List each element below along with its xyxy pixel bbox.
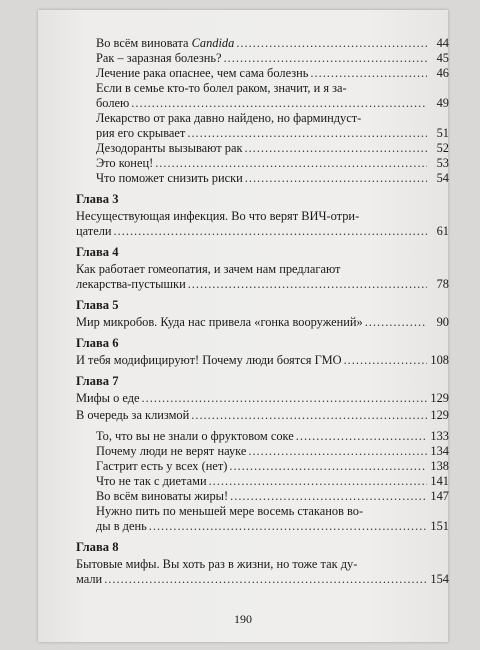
page-ref: 44	[436, 36, 449, 50]
chapter-heading: Глава 8	[76, 540, 119, 554]
page-ref: 108	[430, 353, 449, 367]
entry-text-line2: мали	[76, 572, 103, 586]
entry-text: Во всём виновата	[96, 36, 192, 50]
toc-entry	[76, 353, 449, 368]
entry-text: И тебя модифицируют! Почему люди боятся ГМО	[76, 353, 342, 367]
page-ref: 53	[436, 156, 449, 170]
toc-entry	[76, 171, 449, 186]
dot-leader	[365, 315, 427, 330]
dot-leader	[131, 96, 427, 111]
page-ref: 90	[436, 315, 449, 329]
entry-text: Что не так с диетами	[96, 474, 207, 488]
toc-subentry	[76, 504, 449, 534]
toc-subentry	[76, 444, 449, 459]
dot-leader	[114, 224, 427, 239]
entry-text: То, что вы не знали о фруктовом соке	[96, 429, 294, 443]
entry-text: Гастрит есть у всех (нет)	[96, 459, 228, 473]
dot-leader	[188, 277, 427, 292]
page-ref: 154	[430, 572, 449, 586]
toc-entry	[76, 557, 449, 587]
entry-text: В очередь за клизмой	[76, 408, 190, 422]
entry-text-line2: цатели	[76, 224, 112, 238]
book-page	[38, 10, 448, 642]
page-number: 190	[234, 612, 252, 626]
toc-entry	[76, 36, 449, 51]
entry-text-line2: рия его скрывает	[96, 126, 186, 140]
dot-leader	[236, 36, 427, 51]
page-ref: 138	[430, 459, 449, 473]
dot-leader	[142, 391, 427, 406]
dot-leader	[229, 459, 427, 474]
chapter-heading: Глава 4	[76, 245, 119, 259]
dot-leader	[245, 171, 427, 186]
chapter-heading: Глава 3	[76, 192, 119, 206]
dot-leader	[191, 408, 427, 423]
entry-text: Почему люди не верят науке	[96, 444, 247, 458]
page-ref: 129	[430, 391, 449, 405]
entry-text-line2: ды в день	[96, 519, 147, 533]
entry-text: Это конец!	[96, 156, 154, 170]
page-ref: 45	[436, 51, 449, 65]
page-ref: 49	[436, 96, 449, 110]
table-of-contents	[76, 36, 449, 587]
page-ref: 54	[436, 171, 449, 185]
toc-subentry	[76, 429, 449, 444]
page-ref: 61	[436, 224, 449, 238]
dot-leader	[344, 353, 427, 368]
toc-entry	[76, 156, 449, 171]
entry-text: Лечение рака опаснее, чем сама болезнь	[96, 66, 309, 80]
toc-entry	[76, 408, 449, 423]
dot-leader	[155, 156, 427, 171]
entry-text-italic: Candida	[191, 36, 235, 50]
toc-entry	[76, 315, 449, 330]
dot-leader	[149, 519, 427, 534]
toc-entry	[76, 81, 449, 111]
dot-leader	[244, 141, 427, 156]
toc-subentry	[76, 474, 449, 489]
entry-text-line1: Лекарство от рака давно найдено, но фарминдуст-	[96, 111, 362, 125]
entry-text: Дезодоранты вызывают рак	[96, 141, 243, 155]
page-ref: 141	[430, 474, 449, 488]
page-ref: 52	[436, 141, 449, 155]
page-ref: 147	[430, 489, 449, 503]
chapter-heading: Глава 5	[76, 298, 119, 312]
page-ref: 78	[436, 277, 449, 291]
dot-leader	[296, 429, 427, 444]
chapter-heading: Глава 6	[76, 336, 119, 350]
toc-entry	[76, 111, 449, 141]
entry-text: Что поможет снизить риски	[96, 171, 243, 185]
toc-entry	[76, 141, 449, 156]
dot-leader	[248, 444, 427, 459]
entry-text-line2: болею	[96, 96, 130, 110]
page-ref: 129	[430, 408, 449, 422]
entry-text: Рак – заразная болезнь?	[96, 51, 222, 65]
dot-leader	[187, 126, 427, 141]
dot-leader	[104, 572, 427, 587]
entry-text-line1: Бытовые мифы. Вы хоть раз в жизни, но тоже так ду-	[76, 557, 358, 571]
dot-leader	[310, 66, 427, 81]
dot-leader	[209, 474, 427, 489]
page-ref: 51	[436, 126, 449, 140]
page-ref: 133	[430, 429, 449, 443]
toc-entry	[76, 391, 449, 406]
page-ref: 151	[430, 519, 449, 533]
page-ref: 46	[436, 66, 449, 80]
toc-entry	[76, 209, 449, 239]
entry-text-line1: Несуществующая инфекция. Во что верят ВИЧ-отри-	[76, 209, 360, 223]
dot-leader	[230, 489, 427, 504]
entry-text: Мифы о еде	[76, 391, 140, 405]
toc-entry	[76, 51, 449, 66]
entry-text-line1: Как работает гомеопатия, и зачем нам предлагают	[76, 262, 341, 276]
toc-subentry	[76, 489, 449, 504]
entry-text: Мир микробов. Куда нас привела «гонка вооружений»	[76, 315, 363, 329]
entry-text-line1: Нужно пить по меньшей мере восемь стаканов во-	[96, 504, 364, 518]
chapter-heading: Глава 7	[76, 374, 119, 388]
entry-text-line2: лекарства-пустышки	[76, 277, 186, 291]
dot-leader	[224, 51, 427, 66]
toc-entry	[76, 262, 449, 292]
entry-text-line1: Если в семье кто-то болел раком, значит, и я за-	[96, 81, 347, 95]
entry-text: Во всём виноваты жиры!	[96, 489, 229, 503]
toc-subentry	[76, 459, 449, 474]
toc-entry	[76, 66, 449, 81]
page-ref: 134	[430, 444, 449, 458]
